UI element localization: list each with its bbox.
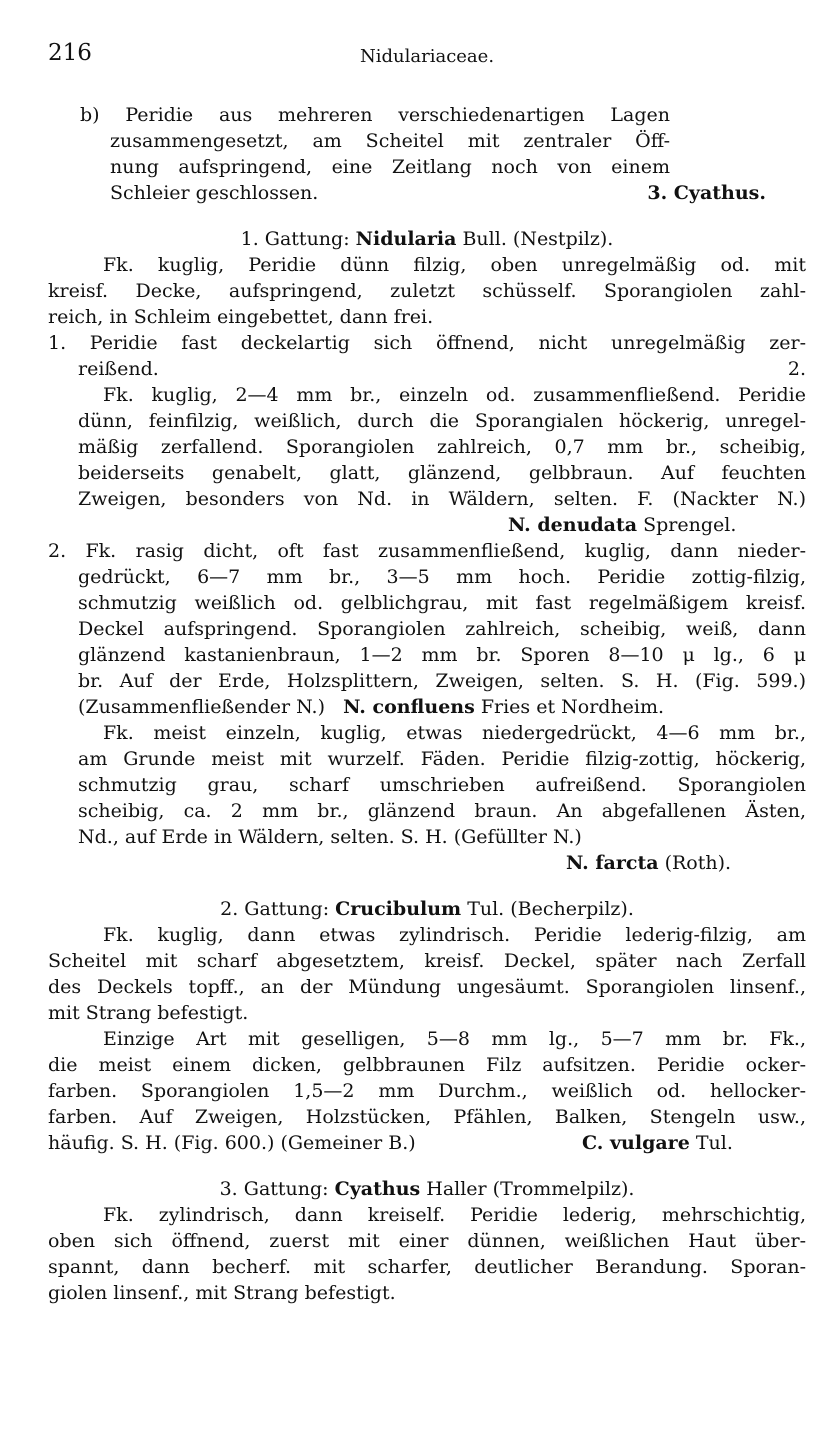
page-header — [48, 40, 806, 80]
text-line: 1. Peridie fast deckelartig sich öffnend, nicht unregelmäßig zer- — [48, 332, 806, 354]
text-line-content: häufig. S. H. (Fig. 600.) (Gemeiner B.) — [48, 1132, 416, 1154]
text-line: Fk. meist einzeln, kuglig, etwas niedergedrückt, 4—6 mm br., — [103, 722, 806, 744]
text-line: Einzige Art mit geselligen, 5—8 mm lg., 5—7 mm br. Fk., — [103, 1028, 806, 1050]
text-line: gedrückt, 6—7 mm br., 3—5 mm hoch. Peridie zottig-filzig, — [78, 566, 806, 588]
text-line: br. Auf der Erde, Holzsplittern, Zweigen, selten. S. H. (Fig. 599.) — [78, 670, 806, 692]
genus-prefix: 3. Gattung: — [219, 1178, 329, 1200]
text-line: des Deckels topff., an der Mündung ungesäumt. Sporangiolen linsenf., — [48, 976, 806, 998]
genus-prefix: 2. Gattung: — [220, 898, 330, 920]
genus-name: Cyathus — [334, 1178, 421, 1200]
text-line: farben. Sporangiolen 1,5—2 mm Durchm., weißlich od. hellocker- — [48, 1080, 806, 1102]
text-line: nung aufspringend, eine Zeitlang noch von einem — [110, 156, 670, 178]
key-entry-2 — [48, 538, 806, 720]
text-line: b) Peridie aus mehreren verschiedenartigen Lagen — [80, 104, 670, 126]
text-line: Fk. kuglig, 2—4 mm br., einzeln od. zusammenfließend. Peridie — [103, 384, 806, 406]
text-line: die meist einem dicken, gelbbraunen Filz aufsitzen. Peridie ocker- — [48, 1054, 806, 1076]
species-binomial — [582, 1130, 733, 1156]
text-line: Fk. kuglig, Peridie dünn filzig, oben unregelmäßig od. mit — [103, 254, 806, 276]
text-line: Scheitel mit scharf abgesetztem, kreisf. Deckel, später nach Zerfall — [48, 950, 806, 972]
text-line-content: reißend. — [78, 358, 159, 380]
species-name: N. confluens — [343, 696, 475, 718]
species-desc-denudata — [48, 382, 806, 538]
text-line: schmutzig grau, scharf umschrieben aufreißend. Sporangiolen — [78, 774, 806, 796]
text-line: am Grunde meist mit wurzelf. Fäden. Peridie filzig-zottig, höckerig, — [78, 748, 806, 770]
text-line: Deckel aufspringend. Sporangiolen zahlreich, scheibig, weiß, dann — [78, 618, 806, 640]
key-reference: 2. — [787, 358, 806, 380]
species-author: Tul. — [695, 1132, 733, 1154]
species-desc-vulgare — [48, 1026, 806, 1156]
genus-suffix: Haller (Trommelpilz). — [426, 1178, 635, 1200]
text-line: farben. Auf Zweigen, Holzstücken, Pfählen, Balken, Stengeln usw., — [48, 1106, 806, 1128]
species-name: N. farcta — [566, 852, 659, 874]
text-line: kreisf. Decke, aufspringend, zuletzt schüsself. Sporangiolen zahl- — [48, 280, 806, 302]
text-line: glänzend kastanienbraun, 1—2 mm br. Sporen 8—10 μ lg., 6 μ — [78, 644, 806, 666]
species-line — [78, 512, 806, 538]
key-result: 3. Cyathus. — [647, 182, 766, 204]
text-line: 2. Fk. rasig dicht, oft fast zusammenfließend, kuglig, dann nieder- — [48, 540, 806, 562]
genus3-intro — [48, 1202, 806, 1306]
key-entry-b — [48, 102, 806, 206]
species-line — [48, 1130, 806, 1156]
genus2-intro — [48, 922, 806, 1026]
genus-heading-crucibulum — [48, 896, 806, 922]
text-line: schmutzig weißlich od. gelblichgrau, mit fast regelmäßigem kreisf. — [78, 592, 806, 614]
species-line — [48, 694, 806, 720]
text-line: oben sich öffnend, zuerst mit einer dünnen, weißlichen Haut über- — [48, 1230, 806, 1252]
key-entry-1 — [48, 330, 806, 382]
species-name: C. vulgare — [582, 1132, 690, 1154]
text-line — [48, 180, 806, 206]
text-line: reich, in Schleim eingebettet, dann frei. — [48, 306, 434, 328]
genus-prefix: 1. Gattung: — [240, 228, 350, 250]
genus1-intro — [48, 252, 806, 330]
text-line: Fk. zylindrisch, dann kreiself. Peridie lederig, mehrschichtig, — [103, 1204, 806, 1226]
text-line: beiderseits genabelt, glatt, glänzend, gelbbraun. Auf feuchten — [78, 462, 806, 484]
text-line: dünn, feinfilzig, weißlich, durch die Sporangialen höckerig, unregel- — [78, 410, 806, 432]
text-line: scheibig, ca. 2 mm br., glänzend braun. An abgefallenen Ästen, — [78, 800, 806, 822]
genus-suffix: Tul. (Becherpilz). — [467, 898, 634, 920]
genus-name: Nidularia — [355, 228, 457, 250]
genus-heading-nidularia — [48, 226, 806, 252]
species-desc-farcta — [48, 720, 806, 876]
genus-suffix: Bull. (Nestpilz). — [462, 228, 614, 250]
text-line: zusammengesetzt, am Scheitel mit zentraler Öff- — [110, 130, 670, 152]
genus-name: Crucibulum — [335, 898, 462, 920]
text-line: mit Strang befestigt. — [48, 1002, 249, 1024]
text-line: giolen linsenf., mit Strang befestigt. — [48, 1282, 396, 1304]
text-line: mäßig zerfallend. Sporangiolen zahlreich, 0,7 mm br., scheibig, — [78, 436, 806, 458]
species-author: Sprengel. — [643, 514, 737, 536]
text-line: Nd., auf Erde in Wäldern, selten. S. H. (Gefüllter N.) — [78, 826, 582, 848]
document-page — [48, 40, 806, 1306]
species-author: Fries et Nordheim. — [480, 696, 665, 718]
species-line — [78, 850, 806, 876]
text-line-content: Schleier geschlossen. — [110, 182, 319, 204]
text-line: spannt, dann becherf. mit scharfer, deutlicher Berandung. Sporan- — [48, 1256, 806, 1278]
common-name: (Zusammenfließender N.) — [78, 696, 325, 718]
text-line: Fk. kuglig, dann etwas zylindrisch. Peridie lederig-filzig, am — [103, 924, 806, 946]
text-line — [48, 356, 806, 382]
text-line: Zweigen, besonders von Nd. in Wäldern, selten. F. (Nackter N.) — [78, 488, 806, 510]
species-name: N. denudata — [508, 514, 638, 536]
species-author: (Roth). — [664, 852, 732, 874]
running-title: Nidulariaceae. — [360, 46, 495, 67]
page-number: 216 — [48, 40, 92, 66]
genus-heading-cyathus — [48, 1176, 806, 1202]
